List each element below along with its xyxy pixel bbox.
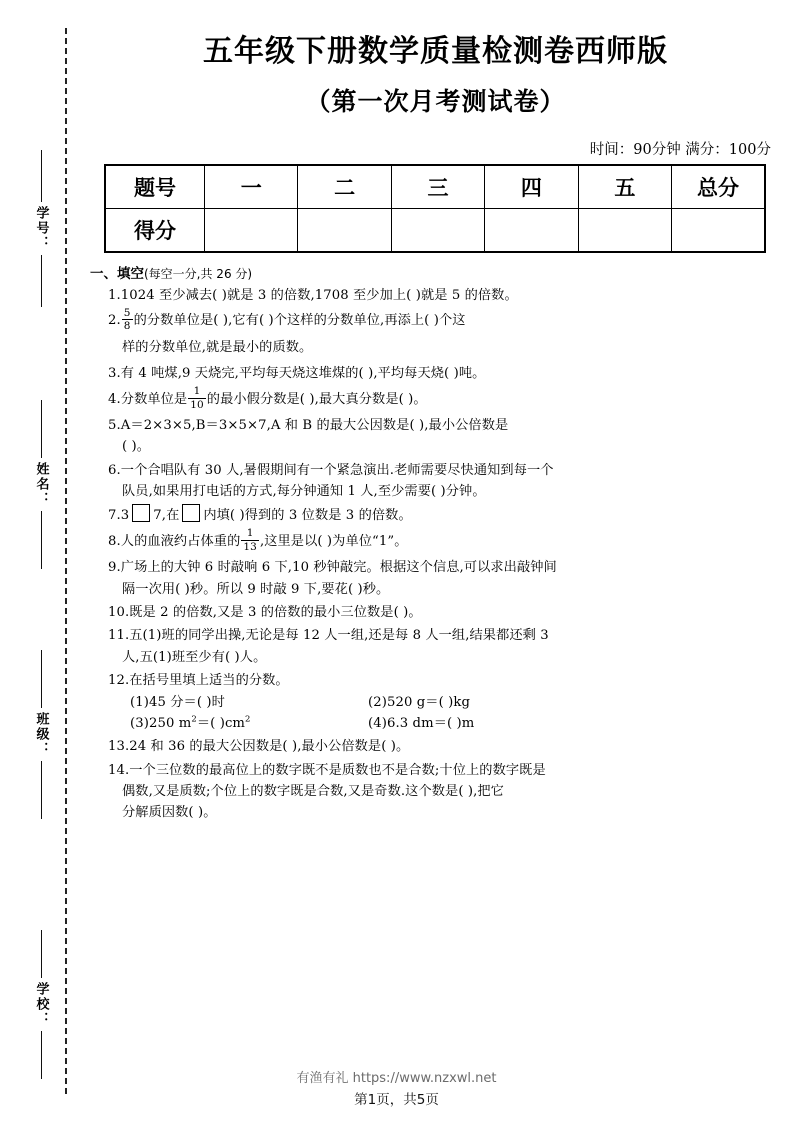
section-heading-fill-in-blank	[90, 262, 793, 282]
superscript-square-2: 2	[245, 714, 251, 725]
question-5-line-2: ( )。	[122, 439, 151, 455]
fraction-denominator: 10	[190, 398, 204, 411]
question-3: 3.有 4 吨煤,9 天烧完,平均每天烧这堆煤的( ),平均每天烧( )吨。	[108, 366, 486, 382]
question-14-line-1: 14.一个三位数的最高位上的数字既不是质数也不是合数;十位上的数字既是	[108, 762, 546, 778]
score-table	[104, 164, 766, 253]
question-12-item-4: (4)6.3 dm＝( )m	[368, 715, 475, 731]
page-footer	[0, 1067, 793, 1108]
question-12-item-1: (1)45 分＝( )时	[130, 694, 225, 710]
score-col-5: 五	[578, 165, 671, 209]
question-4-prefix: 4.分数单位是	[108, 391, 188, 407]
table-row-header	[105, 165, 765, 209]
seal-label-school: 学校：	[33, 982, 49, 1027]
answer-box-digit-1[interactable]	[132, 504, 150, 522]
question-4-body: 的最小假分数是( ),最大真分数是( )。	[206, 391, 427, 407]
seal-block-student-id	[18, 150, 64, 307]
score-row-label-number: 题号	[105, 165, 205, 209]
question-8-body: ,这里是以( )为单位“1”。	[259, 533, 408, 549]
table-row-scores	[105, 209, 765, 253]
fraction-one-tenth	[188, 386, 206, 410]
question-6-line-2: 队员,如果用打电话的方式,每分钟通知 1 人,至少需要( )分钟。	[122, 484, 486, 500]
question-8-prefix: 8.人的血液约占体重的	[108, 533, 241, 549]
score-col-2: 二	[298, 165, 391, 209]
question-14-line-3: 分解质因数( )。	[122, 805, 217, 821]
exam-meta: 时间：90分钟 满分：100分	[589, 142, 771, 158]
question-12-row-2	[108, 713, 793, 734]
question-12-item-2: (2)520 g＝( )kg	[368, 694, 470, 710]
question-12-item-3	[130, 713, 368, 734]
question-11-line-1: 11.五(1)班的同学出操,无论是每 12 人一组,还是每 8 人一组,结果都还剩 3	[108, 628, 549, 644]
sub-row	[130, 713, 793, 734]
seal-block-class	[18, 650, 64, 819]
question-2	[90, 308, 793, 361]
question-5	[90, 415, 793, 458]
question-9	[90, 557, 793, 600]
fraction-five-eighths	[122, 308, 133, 332]
binding-strip	[0, 0, 90, 1122]
exam-page	[90, 0, 793, 1122]
question-7-middle: 7,在	[153, 508, 180, 524]
page-subtitle: （第一次月考测试卷）	[305, 87, 566, 116]
superscript-square-1: 2	[191, 714, 197, 725]
question-7	[90, 504, 793, 526]
question-9-line-2: 隔一次用( )秒。所以 9 时敲 9 下,要花( )秒。	[122, 581, 390, 597]
fraction-denominator: 8	[123, 320, 131, 333]
section-number: 一、	[90, 266, 117, 282]
section-title: 填空	[117, 266, 144, 282]
seal-rule-bottom	[41, 511, 42, 569]
score-cell-2[interactable]	[298, 209, 391, 253]
question-5-line-1: 5.A＝2×3×5,B＝3×5×7,A 和 B 的最大公因数是( ),最小公倍数是	[108, 417, 509, 433]
question-12-item-3-mid: ＝( )cm	[196, 715, 246, 731]
question-12-stem: 12.在括号里填上适当的分数。	[108, 673, 289, 689]
score-col-1: 一	[205, 165, 298, 209]
seal-rule-top	[41, 650, 42, 708]
question-8	[90, 529, 793, 555]
page-title: 五年级下册数学质量检测卷西师版	[203, 34, 668, 69]
question-14-line-2: 偶数,又是质数;个位上的数字既是合数,又是奇数.这个数是( ),把它	[122, 784, 504, 799]
seal-rule-top	[41, 150, 42, 202]
score-cell-3[interactable]	[391, 209, 484, 253]
seal-label-student-id: 学号：	[33, 206, 49, 251]
seal-block-name	[18, 400, 64, 569]
seal-label-class: 班级：	[33, 712, 49, 757]
seal-dashed-line	[65, 28, 67, 1094]
question-6-line-1: 6.一个合唱队有 30 人,暑假期间有一个紧急演出.老师需要尽快通知到每一个	[108, 462, 554, 478]
score-cell-4[interactable]	[485, 209, 578, 253]
page-number: 第1页，共5页	[354, 1092, 439, 1108]
question-7-suffix: 内填( )得到的 3 位数是 3 的倍数。	[203, 508, 412, 524]
watermark-text: 有渔有礼 https://www.nzxwl.net	[296, 1071, 497, 1086]
question-13: 13.24 和 36 的最大公因数是( ),最小公倍数是( )。	[108, 739, 410, 755]
question-12	[90, 670, 793, 734]
fraction-denominator: 13	[243, 540, 257, 553]
question-2-continued: 样的分数单位,就是最小的质数。	[122, 339, 313, 355]
question-2-prefix: 2.	[108, 313, 121, 329]
score-col-3: 三	[391, 165, 484, 209]
question-7-prefix: 7.3	[108, 508, 130, 524]
question-9-line-1: 9.广场上的大钟 6 时敲响 6 下,10 秒钟敲完。根据这个信息,可以求出敲钟间	[108, 560, 557, 576]
question-11	[90, 625, 793, 668]
question-10: 10.既是 2 的倍数,又是 3 的倍数的最小三位数是( )。	[108, 605, 422, 620]
score-cell-5[interactable]	[578, 209, 671, 253]
score-col-total: 总分	[672, 165, 765, 209]
fraction-one-thirteenth	[241, 528, 259, 552]
question-6	[90, 460, 793, 503]
seal-label-name: 姓名：	[33, 462, 49, 507]
question-1: 1.1024 至少减去( )就是 3 的倍数,1708 至少加上( )就是 5 的倍数。	[108, 288, 518, 303]
score-col-4: 四	[485, 165, 578, 209]
question-12-row-1	[108, 692, 793, 713]
fraction-numerator: 1	[193, 385, 201, 398]
question-14	[90, 760, 793, 824]
seal-rule-top	[41, 930, 42, 978]
question-11-line-2: 人,五(1)班至少有( )人。	[122, 649, 267, 665]
seal-rule-bottom	[41, 255, 42, 307]
seal-rule-bottom	[41, 761, 42, 819]
score-cell-total[interactable]	[672, 209, 765, 253]
fraction-numerator: 5	[123, 306, 131, 319]
question-12-item-3-pre: (3)250 m	[130, 715, 192, 731]
score-row-label-score: 得分	[105, 209, 205, 253]
question-4	[90, 387, 793, 413]
answer-box-digit-2[interactable]	[182, 504, 200, 522]
section-weight: (每空一分,共 26 分)	[144, 267, 253, 281]
sub-row	[130, 692, 793, 713]
seal-rule-top	[41, 400, 42, 458]
question-2-body: 的分数单位是( ),它有( )个这样的分数单位,再添上( )个这	[133, 313, 466, 329]
score-cell-1[interactable]	[205, 209, 298, 253]
seal-block-school	[18, 930, 64, 1079]
fraction-numerator: 1	[246, 527, 254, 540]
